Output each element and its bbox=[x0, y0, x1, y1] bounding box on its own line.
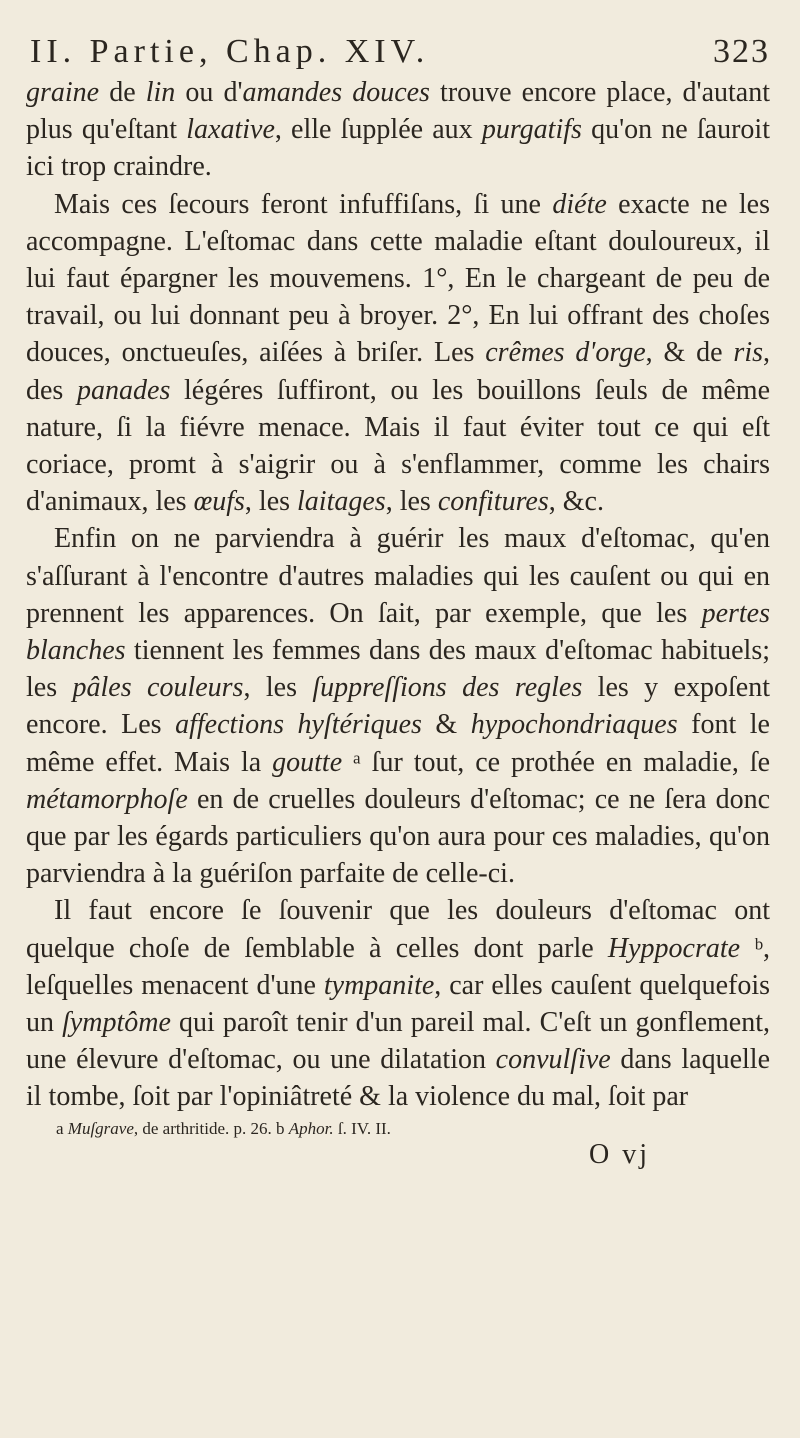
text-run: qu'on ne ſauroit ici trop craindre. bbox=[26, 114, 770, 183]
italic-term: graine bbox=[26, 77, 100, 108]
page-number: 323 bbox=[713, 33, 770, 70]
text-run: , &c. bbox=[548, 486, 604, 518]
text-run: légéres ſuffiront, ou les bouillons ſeuls de même nature, ſi la fiévre menace. Mais il faut éviter tout ce qui eſt coriace, promt à s'aigrir ou à s'enflammer, comme les chairs d'animaux, les bbox=[26, 374, 770, 518]
text-run: , & de bbox=[645, 337, 734, 369]
italic-term: goutte bbox=[272, 746, 343, 778]
footnote-a-author: Muſgrave bbox=[67, 1118, 134, 1138]
italic-term: laitages bbox=[297, 486, 386, 518]
italic-term: confitures bbox=[437, 486, 549, 518]
italic-term: Hyppocrate bbox=[607, 932, 741, 964]
text-run: , des bbox=[26, 337, 770, 406]
text-run: en de cruelles douleurs d'eſtomac; ce ne ſera donc que par les égards particuliers qu'on aura pour ces maladies, qu'on parviendra à la guériſon parfaite de celle-ci. bbox=[26, 783, 770, 890]
text-run: ᵃ ſur tout, ce prothée en maladie, ſe bbox=[342, 746, 770, 778]
italic-term: œufs bbox=[193, 486, 245, 518]
italic-term: lin bbox=[145, 77, 176, 108]
running-header bbox=[30, 34, 770, 70]
text-run: & bbox=[421, 709, 471, 741]
italic-term: pertes blanches bbox=[26, 597, 770, 667]
footnote-b-work: Aphor. bbox=[288, 1118, 334, 1138]
footnotes bbox=[56, 1118, 770, 1140]
paragraph bbox=[26, 892, 770, 1115]
text-run: dans laquelle il tombe, ſoit par l'opiniâtreté & la violence du mal, ſoit par bbox=[26, 1044, 770, 1113]
footnote-b-ref: ſ. IV. II. bbox=[333, 1118, 391, 1138]
italic-term: convulſive bbox=[495, 1044, 611, 1076]
signature-mark: O vj bbox=[589, 1138, 650, 1170]
text-run: ᵇ, leſquelles menacent d'une bbox=[26, 932, 770, 1001]
italic-term: métamorphoſe bbox=[26, 783, 188, 815]
body-text bbox=[26, 74, 770, 1116]
paragraph bbox=[26, 520, 770, 892]
text-run: font le même effet. Mais la bbox=[26, 709, 770, 778]
italic-term: laxative bbox=[186, 114, 275, 146]
italic-term: hypochondriaques bbox=[470, 709, 678, 741]
italic-term: tympanite bbox=[323, 969, 435, 1001]
text-run: trouve encore place, d'autant plus qu'eſtant bbox=[26, 77, 771, 146]
text-run: de bbox=[99, 77, 146, 108]
italic-term: purgatifs bbox=[481, 114, 582, 146]
italic-term: diéte bbox=[552, 188, 607, 220]
italic-term: ſuppreſſions des regles bbox=[312, 672, 583, 704]
footnote-a-marker: a bbox=[56, 1118, 68, 1138]
text-run: les y expoſent encore. Les bbox=[26, 672, 771, 741]
text-run: , elle ſupplée aux bbox=[274, 114, 482, 146]
text-run: ou d' bbox=[175, 77, 243, 108]
paragraph bbox=[26, 186, 770, 521]
text-run: qui paroît tenir d'un pareil mal. C'eſt un gonflement, une élevure d'eſtomac, ou une dilatation bbox=[26, 1007, 770, 1076]
text-run: , car elles cauſent quelquefois un bbox=[26, 969, 770, 1039]
text-run: exacte ne les accompagne. L'eſtomac dans cette maladie eſtant douloureux, il lui faut épargner les mouvemens. 1°, En le chargeant de peu de travail, ou lui donnant peu à broyer. 2°, En lui offrant des choſes douces, onctueuſes, aiſées à briſer. Les bbox=[26, 188, 770, 369]
italic-term: crêmes d'orge bbox=[485, 337, 646, 369]
text-run: , les bbox=[244, 486, 298, 518]
italic-term: panades bbox=[77, 374, 171, 406]
footnote-b-marker: b bbox=[276, 1118, 289, 1138]
text-run: Il faut encore ſe ſouvenir que les douleurs d'eſtomac ont quelque choſe de ſemblable à celles dont parle bbox=[26, 895, 770, 964]
header-title: II. Partie, Chap. XIV. bbox=[30, 33, 430, 70]
italic-term: affections hyſtériques bbox=[175, 709, 422, 741]
italic-term: ſymptôme bbox=[62, 1007, 171, 1039]
text-run: , les bbox=[385, 486, 438, 518]
text-run: Enfin on ne parviendra à guérir les maux d'eſtomac, qu'en s'aſſurant à l'encontre d'autres maladies qui les cauſent ou qui en prennent les apparences. On ſait, par exemple, que les bbox=[26, 523, 770, 629]
italic-term: ris bbox=[733, 337, 763, 369]
text-run: , les bbox=[243, 672, 313, 704]
text-run: tiennent les femmes dans des maux d'eſtomac habituels; les bbox=[26, 635, 770, 704]
paragraph bbox=[26, 74, 770, 186]
italic-term: amandes douces bbox=[242, 77, 430, 108]
footnote-a-ref: , de arthritide. p. 26. bbox=[133, 1118, 276, 1138]
italic-term: pâles couleurs bbox=[72, 672, 244, 704]
text-run: Mais ces ſecours feront infuffiſans, ſi une bbox=[54, 188, 553, 220]
